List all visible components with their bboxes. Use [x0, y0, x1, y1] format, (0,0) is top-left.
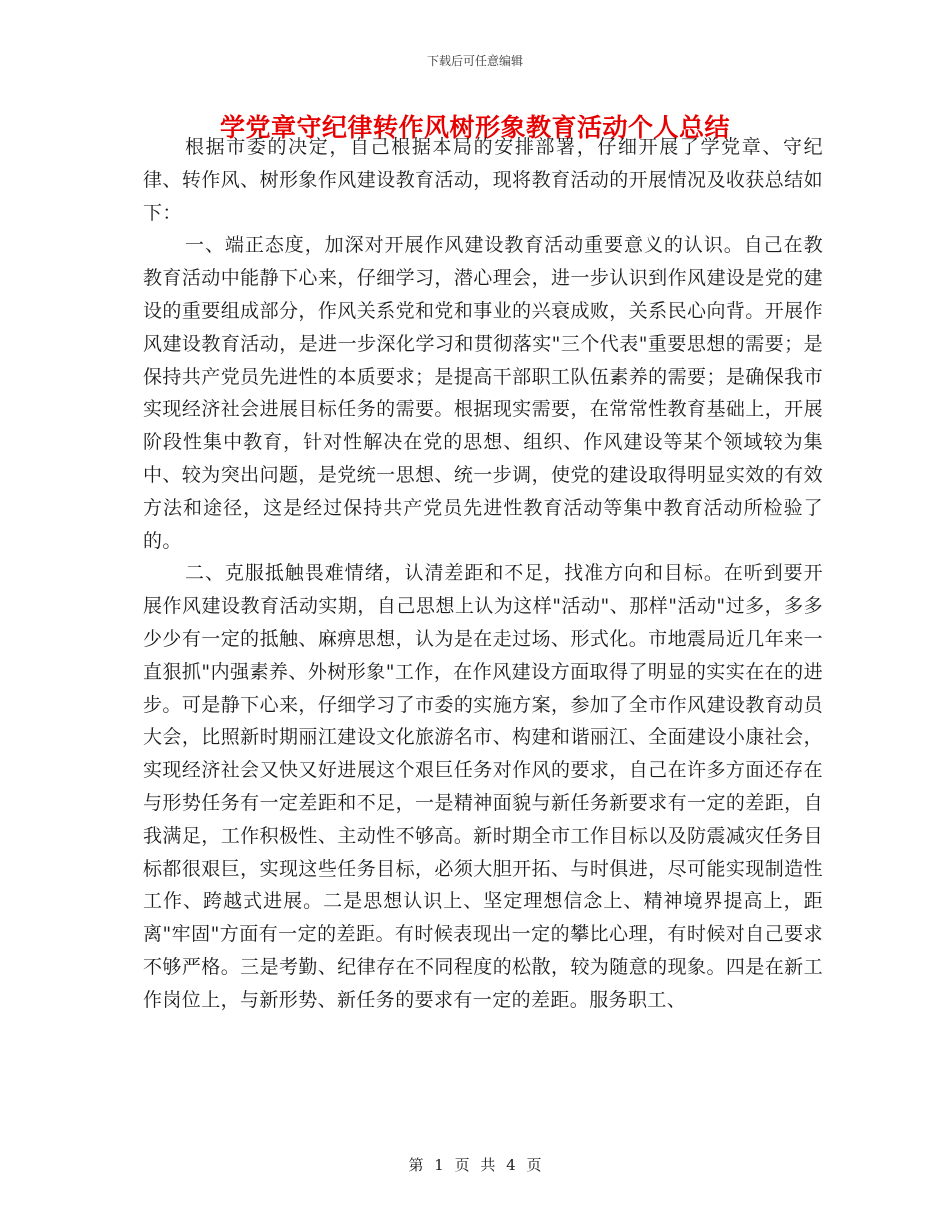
paragraph-section-one: 一、端正态度，加深对开展作风建设教育活动重要意义的认识。自己在教教育活动中能静下心来，仔细学习，潜心理会，进一步认识到作风建设是党的建设的重要组成部分，作风关系党和党和事业的兴衰成败，关系民心向背。开展作风建设教育活动，是进一步深化学习和贯彻落实"三个代表"重要思想的需要；是保持共产党员先进性的本质要求；是提高干部职工队伍素养的需要；是确保我市实现经济社会进展目标任务的需要。根据现实需要，在常常性教育基础上，开展阶段性集中教育，针对性解决在党的思想、组织、作风建设等某个领域较为集中、较为突出问题，是党统一思想、统一步调，使党的建设取得明显实效的有效方法和途径，这是经过保持共产党员先进性教育活动等集中教育活动所检验了的。	[143, 234, 823, 552]
page-number-footer: 第 1 页 共 4 页	[408, 1156, 542, 1174]
paragraph-section-two: 二、克服抵触畏难情绪，认清差距和不足，找准方向和目标。在听到要开展作风建设教育活动实期，自己思想上认为这样"活动"、那样"活动"过多，多多少少有一定的抵触、麻痹思想，认为是在走过场、形式化。市地震局近几年来一直狠抓"内强素养、外树形象"工作，在作风建设方面取得了明显的实实在在的进步。可是静下心来，仔细学习了市委的实施方案，参加了全市作风建设教育动员大会，比照新时期丽江建设文化旅游名市、构建和谐丽江、全面建设小康社会，实现经济社会又快又好进展这个艰巨任务对作风的要求，自己在许多方面还存在与形势任务有一定差距和不足，一是精神面貌与新任务新要求有一定的差距，自我满足，工作积极性、主动性不够高。新时期全市工作目标以及防震减灾任务目标都很艰巨，实现这些任务目标，必须大胆开拓、与时俱进，尽可能实现制造性工作、跨越式进展。二是思想认识上、坚定理想信念上、精神境界提高上，距离"牢固"方面有一定的差距。有时候表现出一定的攀比心理，有时候对自己要求不够严格。三是考勤、纪律存在不同程度的松散，较为随意的现象。四是在新工作岗位上，与新形势、新任务的要求有一定的差距。服务职工、	[143, 562, 823, 1011]
paragraph-intro: 根据市委的决定，自己根据本局的安排部署，仔细开展了学党章、守纪律、转作风、树形象作风建设教育活动，现将教育活动的开展情况及收获总结如下：	[143, 136, 823, 224]
document-body	[143, 131, 823, 1017]
document-title: 学党章守纪律转作风树形象教育活动个人总结	[219, 113, 730, 142]
page-header-note: 下载后可任意编辑	[426, 54, 523, 68]
